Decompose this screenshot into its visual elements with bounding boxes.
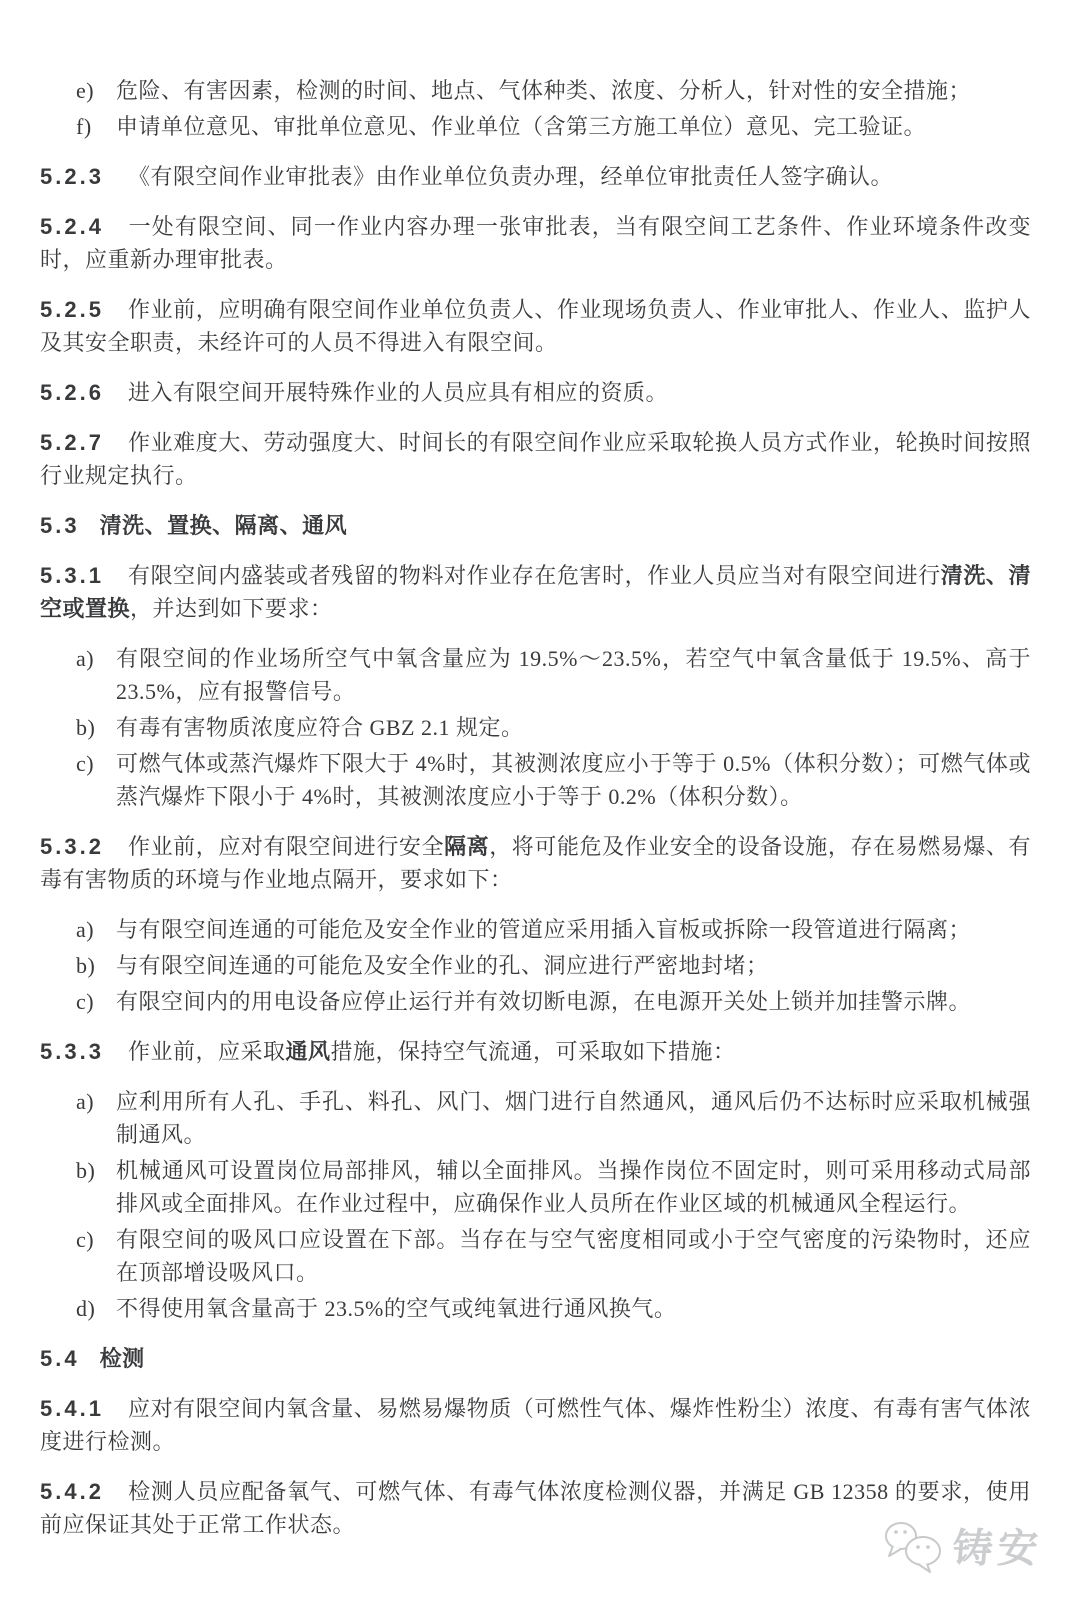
section-heading-5-4 — [40, 1342, 1031, 1375]
list-item-f — [76, 110, 1031, 143]
text-run: 申请单位意见、审批单位意见、作业单位（含第三方施工单位）意见、完工验证。 — [116, 114, 927, 139]
document-body — [40, 74, 1031, 1541]
lettered-list — [40, 74, 1031, 143]
clause-number: 5.2.5 — [40, 297, 104, 322]
text-run: 有限空间的作业场所空气中氧含量应为 19.5%～23.5%，若空气中氧含量低于 19.5%、高于 23.5%，应有报警信号。 — [116, 646, 1031, 704]
list-item-text — [116, 1154, 1031, 1220]
clause-number: 5.3.1 — [40, 563, 104, 588]
list-item-text — [116, 1292, 1031, 1325]
list-item-text — [116, 913, 1031, 946]
text-run: 有限空间内的用电设备应停止运行并有效切断电源，在电源开关处上锁并加挂警示牌。 — [116, 989, 972, 1014]
text-run: 有限空间的吸风口应设置在下部。当存在与空气密度相同或小于空气密度的污染物时，还应在顶部增设吸风口。 — [116, 1227, 1031, 1285]
clause-5-3-1 — [40, 559, 1031, 625]
list-marker: c) — [76, 989, 95, 1014]
clause-number: 5.4.2 — [40, 1479, 104, 1504]
list-marker: b) — [76, 1158, 96, 1183]
clause-5-4-2 — [40, 1475, 1031, 1541]
clause-number: 5.2.6 — [40, 380, 104, 405]
list-marker: a) — [76, 1089, 95, 1114]
list-item-text — [116, 949, 1031, 982]
text-run: 作业难度大、劳动强度大、时间长的有限空间作业应采取轮换人员方式作业，轮换时间按照行业规定执行。 — [40, 430, 1031, 488]
list-item-text — [116, 1085, 1031, 1151]
text-run: 与有限空间连通的可能危及安全作业的管道应采用插入盲板或拆除一段管道进行隔离； — [116, 917, 972, 942]
text-run: 措施，保持空气流通，可采取如下措施： — [330, 1039, 736, 1064]
clause-5-2-5 — [40, 293, 1031, 359]
text-run: 与有限空间连通的可能危及安全作业的孔、洞应进行严密地封堵； — [116, 953, 769, 978]
text-run: 作业前，应采取 — [127, 1039, 286, 1064]
lettered-list — [40, 913, 1031, 1018]
clause-5-2-7 — [40, 426, 1031, 492]
text-run: 危险、有害因素，检测的时间、地点、气体种类、浓度、分析人，针对性的安全措施； — [116, 78, 972, 103]
text-run: 作业前，应明确有限空间作业单位负责人、作业现场负责人、作业审批人、作业人、监护人及其安全职责，未经许可的人员不得进入有限空间。 — [40, 297, 1031, 355]
list-item-a — [76, 913, 1031, 946]
list-marker: c) — [76, 1227, 95, 1252]
text-run: 作业前，应对有限空间进行安全 — [127, 834, 445, 859]
list-item-b — [76, 1154, 1031, 1220]
text-run: 检测人员应配备氧气、可燃气体、有毒气体浓度检测仪器，并满足 GB 12358 的要求，使用前应保证其处于正常工作状态。 — [40, 1479, 1031, 1537]
text-run: ，将可能危及作业安全的设备设施，存在易燃易爆、有毒有害物质的环境与作业地点隔开，要求如下： — [40, 834, 1031, 892]
bold-term: 清洗、清空或置换 — [40, 563, 1031, 621]
bold-term: 隔离 — [444, 834, 490, 859]
list-item-e — [76, 74, 1031, 107]
text-run: 有毒有害物质浓度应符合 GBZ 2.1 规定。 — [116, 715, 524, 740]
list-marker: e) — [76, 78, 95, 103]
text-run: 一处有限空间、同一作业内容办理一张审批表，当有限空间工艺条件、作业环境条件改变时，应重新办理审批表。 — [40, 214, 1031, 272]
list-item-text — [116, 747, 1031, 813]
clause-5-2-4 — [40, 210, 1031, 276]
lettered-list — [40, 1085, 1031, 1325]
text-run: 机械通风可设置岗位局部排风，辅以全面排风。当操作岗位不固定时，则可采用移动式局部排风或全面排风。在作业过程中，应确保作业人员所在作业区域的机械通风全程运行。 — [116, 1158, 1031, 1216]
list-item-b — [76, 949, 1031, 982]
clause-5-2-6 — [40, 376, 1031, 409]
lettered-list — [40, 642, 1031, 813]
list-item-b — [76, 711, 1031, 744]
clause-5-3-3 — [40, 1035, 1031, 1068]
clause-number: 5.2.3 — [40, 164, 104, 189]
text-run: 不得使用氧含量高于 23.5%的空气或纯氧进行通风换气。 — [116, 1296, 677, 1321]
list-marker: d) — [76, 1296, 96, 1321]
list-marker: a) — [76, 646, 95, 671]
bold-term: 检测 — [99, 1346, 145, 1371]
clause-number: 5.2.4 — [40, 214, 104, 239]
list-item-text — [116, 711, 1031, 744]
text-run: 可燃气体或蒸汽爆炸下限大于 4%时，其被测浓度应小于等于 0.5%（体积分数）；可燃气体或蒸汽爆炸下限小于 4%时，其被测浓度应小于等于 0.2%（体积分数）。 — [116, 751, 1031, 809]
list-marker: b) — [76, 715, 96, 740]
text-run: 《有限空间作业审批表》由作业单位负责办理，经单位审批责任人签字确认。 — [127, 164, 893, 189]
list-item-c — [76, 747, 1031, 813]
clause-number: 5.3.2 — [40, 834, 104, 859]
bold-term: 清洗、置换、隔离、通风 — [99, 513, 348, 538]
clause-5-4-1 — [40, 1392, 1031, 1458]
clause-number: 5.4 — [40, 1346, 80, 1371]
list-marker: f) — [76, 114, 92, 139]
list-item-c — [76, 985, 1031, 1018]
watermark-text: 铸安 — [950, 1527, 1045, 1571]
section-heading-5-3 — [40, 509, 1031, 542]
clause-number: 5.3 — [40, 513, 80, 538]
list-item-d — [76, 1292, 1031, 1325]
list-item-text — [116, 642, 1031, 708]
list-item-a — [76, 1085, 1031, 1151]
list-item-text — [116, 985, 1031, 1018]
text-run: 应对有限空间内氧含量、易燃易爆物质（可燃性气体、爆炸性粉尘）浓度、有毒有害气体浓度进行检测。 — [40, 1396, 1031, 1454]
clause-5-2-3 — [40, 160, 1031, 193]
text-run: ，并达到如下要求： — [130, 596, 333, 621]
list-marker: b) — [76, 953, 96, 978]
bold-term: 通风 — [285, 1039, 331, 1064]
list-marker: a) — [76, 917, 95, 942]
clause-number: 5.4.1 — [40, 1396, 104, 1421]
clause-number: 5.3.3 — [40, 1039, 104, 1064]
text-run: 应利用所有人孔、手孔、料孔、风门、烟门进行自然通风，通风后仍不达标时应采取机械强制通风。 — [116, 1089, 1031, 1147]
list-item-a — [76, 642, 1031, 708]
list-item-text — [116, 74, 1031, 107]
list-item-c — [76, 1223, 1031, 1289]
list-item-text — [116, 110, 1031, 143]
clause-number: 5.2.7 — [40, 430, 104, 455]
list-marker: c) — [76, 751, 95, 776]
clause-5-3-2 — [40, 830, 1031, 896]
text-run: 进入有限空间开展特殊作业的人员应具有相应的资质。 — [127, 380, 668, 405]
list-item-text — [116, 1223, 1031, 1289]
text-run: 有限空间内盛装或者残留的物料对作业存在危害时，作业人员应当对有限空间进行 — [127, 563, 941, 588]
